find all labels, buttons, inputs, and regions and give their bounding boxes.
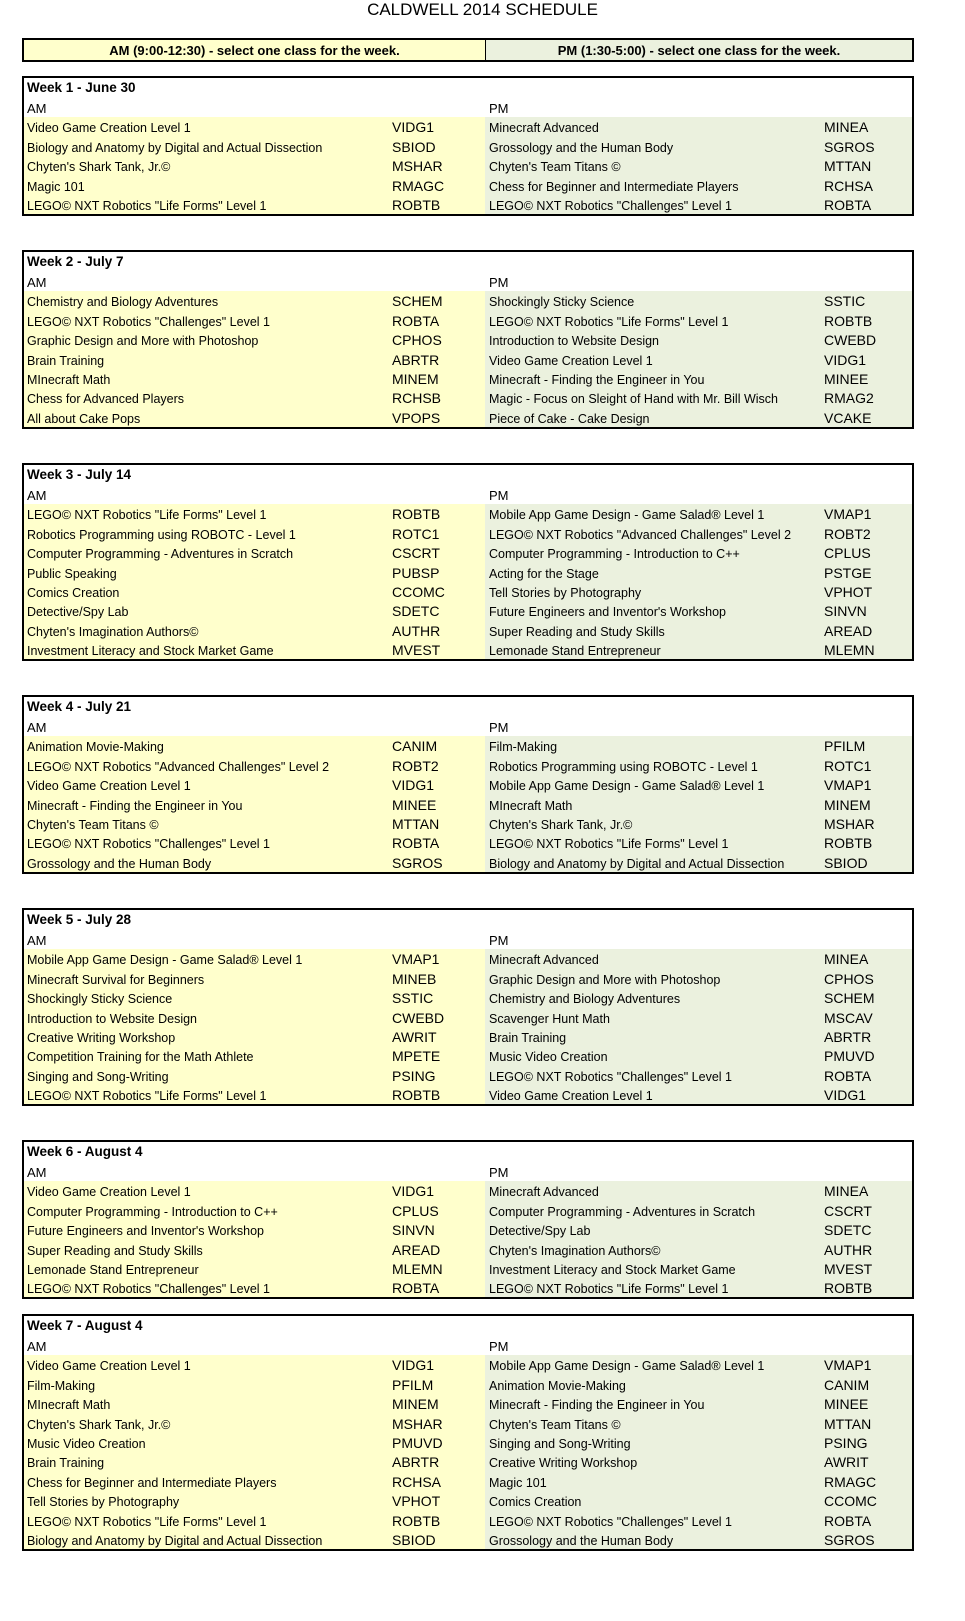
pm-class-name: Creative Writing Workshop xyxy=(485,1452,822,1471)
class-row xyxy=(24,349,912,368)
am-class-name: LEGO© NXT Robotics "Challenges" Level 1 xyxy=(24,833,389,852)
pm-class-code: PFILM xyxy=(822,736,912,755)
class-row xyxy=(24,156,912,175)
session-labels-row xyxy=(24,929,912,949)
am-class-name: LEGO© NXT Robotics "Life Forms" Level 1 xyxy=(24,1510,389,1529)
pm-class-code: VPHOT xyxy=(822,582,912,601)
pm-class-name: Grossology and the Human Body xyxy=(485,136,822,155)
am-class-name: Chyten's Imagination Authors© xyxy=(24,620,389,639)
class-row xyxy=(24,1027,912,1046)
am-class-code: MINEB xyxy=(389,968,485,987)
pm-class-name: LEGO© NXT Robotics "Challenges" Level 1 xyxy=(485,195,822,214)
pm-class-name: Chyten's Shark Tank, Jr.© xyxy=(485,814,822,833)
class-row xyxy=(24,1046,912,1065)
pm-class-name: Magic 101 xyxy=(485,1471,822,1490)
pm-class-code: MINEA xyxy=(822,1181,912,1200)
am-class-name: Tell Stories by Photography xyxy=(24,1491,389,1510)
week-block xyxy=(22,695,914,874)
pm-class-code: SINVN xyxy=(822,601,912,620)
pm-label: PM xyxy=(489,1165,509,1180)
pm-class-code: MVEST xyxy=(822,1259,912,1278)
am-class-code: RMAGC xyxy=(389,175,485,194)
pm-class-code: MINEA xyxy=(822,117,912,136)
am-class-code: AWRIT xyxy=(389,1027,485,1046)
pm-class-code: ROBT2 xyxy=(822,523,912,542)
page-title: CALDWELL 2014 SCHEDULE xyxy=(367,0,598,19)
pm-class-name: Comics Creation xyxy=(485,1491,822,1510)
am-label: AM xyxy=(27,275,47,290)
am-class-name: Detective/Spy Lab xyxy=(24,601,389,620)
class-row xyxy=(24,291,912,310)
pm-class-code: RMAGC xyxy=(822,1471,912,1490)
pm-class-code: SCHEM xyxy=(822,988,912,1007)
class-row xyxy=(24,949,912,968)
am-class-code: RCHSB xyxy=(389,388,485,407)
class-row xyxy=(24,543,912,562)
am-class-code: CANIM xyxy=(389,736,485,755)
pm-class-name: Video Game Creation Level 1 xyxy=(485,1085,822,1104)
pm-class-name: Brain Training xyxy=(485,1027,822,1046)
am-class-name: Comics Creation xyxy=(24,582,389,601)
class-row xyxy=(24,523,912,542)
pm-class-code: CPLUS xyxy=(822,543,912,562)
class-row xyxy=(24,388,912,407)
pm-class-code: PMUVD xyxy=(822,1046,912,1065)
am-class-name: Minecraft Survival for Beginners xyxy=(24,968,389,987)
am-class-name: Music Video Creation xyxy=(24,1433,389,1452)
am-class-code: VPHOT xyxy=(389,1491,485,1510)
pm-class-code: SSTIC xyxy=(822,291,912,310)
pm-class-name: Animation Movie-Making xyxy=(485,1374,822,1393)
pm-class-code: CPHOS xyxy=(822,968,912,987)
pm-class-name: Minecraft Advanced xyxy=(485,949,822,968)
pm-class-name: Investment Literacy and Stock Market Game xyxy=(485,1259,822,1278)
pm-class-name: LEGO© NXT Robotics "Life Forms" Level 1 xyxy=(485,310,822,329)
am-class-name: Magic 101 xyxy=(24,175,389,194)
am-class-name: Future Engineers and Inventor's Workshop xyxy=(24,1220,389,1239)
pm-class-name: Chess for Beginner and Intermediate Players xyxy=(485,175,822,194)
am-class-code: SBIOD xyxy=(389,136,485,155)
session-labels-row xyxy=(24,716,912,736)
am-class-name: Video Game Creation Level 1 xyxy=(24,117,389,136)
session-labels-row xyxy=(24,484,912,504)
am-class-name: Computer Programming - Adventures in Scratch xyxy=(24,543,389,562)
class-row xyxy=(24,1085,912,1104)
am-class-name: Mobile App Game Design - Game Salad® Level 1 xyxy=(24,949,389,968)
class-row xyxy=(24,794,912,813)
pm-label: PM xyxy=(489,275,509,290)
am-class-code: PFILM xyxy=(389,1374,485,1393)
am-class-code: MPETE xyxy=(389,1046,485,1065)
am-class-name: Grossology and the Human Body xyxy=(24,852,389,871)
class-row xyxy=(24,1433,912,1452)
am-class-code: MLEMN xyxy=(389,1259,485,1278)
pm-label: PM xyxy=(489,1339,509,1354)
am-class-name: LEGO© NXT Robotics "Life Forms" Level 1 xyxy=(24,504,389,523)
pm-class-code: AWRIT xyxy=(822,1452,912,1471)
am-class-code: AREAD xyxy=(389,1239,485,1258)
week-block xyxy=(22,76,914,216)
am-class-code: SBIOD xyxy=(389,1530,485,1549)
am-class-code: ROBTA xyxy=(389,1278,485,1297)
pm-class-code: VIDG1 xyxy=(822,1085,912,1104)
am-class-name: Brain Training xyxy=(24,349,389,368)
pm-class-name: Mobile App Game Design - Game Salad® Level 1 xyxy=(485,775,822,794)
pm-class-name: Chyten's Team Titans © xyxy=(485,1413,822,1432)
am-class-code: CCOMC xyxy=(389,582,485,601)
class-row xyxy=(24,1220,912,1239)
pm-class-name: Mobile App Game Design - Game Salad® Level 1 xyxy=(485,504,822,523)
pm-class-name: MInecraft Math xyxy=(485,794,822,813)
week-title: Week 6 - August 4 xyxy=(27,1144,143,1159)
am-label: AM xyxy=(27,1339,47,1354)
session-labels-row xyxy=(24,271,912,291)
am-class-name: Chyten's Team Titans © xyxy=(24,814,389,833)
class-row xyxy=(24,1510,912,1529)
pm-class-name: Graphic Design and More with Photoshop xyxy=(485,968,822,987)
am-class-code: ROTC1 xyxy=(389,523,485,542)
pm-class-name: LEGO© NXT Robotics "Challenges" Level 1 xyxy=(485,1065,822,1084)
am-class-name: Introduction to Website Design xyxy=(24,1007,389,1026)
am-label: AM xyxy=(27,488,47,503)
class-row xyxy=(24,1394,912,1413)
session-labels-row xyxy=(24,1335,912,1355)
week-block xyxy=(22,250,914,429)
am-class-name: Biology and Anatomy by Digital and Actual Dissection xyxy=(24,1530,389,1549)
am-class-name: Graphic Design and More with Photoshop xyxy=(24,330,389,349)
class-row xyxy=(24,117,912,136)
am-class-name: LEGO© NXT Robotics "Challenges" Level 1 xyxy=(24,1278,389,1297)
pm-class-code: VMAP1 xyxy=(822,504,912,523)
pm-class-code: MINEE xyxy=(822,1394,912,1413)
am-class-name: Chemistry and Biology Adventures xyxy=(24,291,389,310)
am-class-name: Chess for Advanced Players xyxy=(24,388,389,407)
class-row xyxy=(24,582,912,601)
am-class-name: Investment Literacy and Stock Market Game xyxy=(24,640,389,659)
pm-class-name: LEGO© NXT Robotics "Life Forms" Level 1 xyxy=(485,1278,822,1297)
class-row xyxy=(24,640,912,659)
pm-class-code: CSCRT xyxy=(822,1200,912,1219)
pm-class-code: VMAP1 xyxy=(822,775,912,794)
am-class-code: RCHSA xyxy=(389,1471,485,1490)
class-row xyxy=(24,136,912,155)
pm-class-code: CWEBD xyxy=(822,330,912,349)
session-labels-row xyxy=(24,97,912,117)
am-class-name: MInecraft Math xyxy=(24,369,389,388)
am-session-header: AM (9:00-12:30) - select one class for the week. xyxy=(24,40,486,60)
am-class-code: PMUVD xyxy=(389,1433,485,1452)
am-class-name: Robotics Programming using ROBOTC - Level 1 xyxy=(24,523,389,542)
session-header xyxy=(22,38,914,62)
am-class-name: Video Game Creation Level 1 xyxy=(24,1355,389,1374)
class-row xyxy=(24,1471,912,1490)
am-class-name: LEGO© NXT Robotics "Challenges" Level 1 xyxy=(24,310,389,329)
class-row xyxy=(24,736,912,755)
week-block xyxy=(22,1140,914,1299)
pm-class-name: Biology and Anatomy by Digital and Actual Dissection xyxy=(485,852,822,871)
am-class-code: CWEBD xyxy=(389,1007,485,1026)
class-row xyxy=(24,620,912,639)
pm-class-name: Grossology and the Human Body xyxy=(485,1530,822,1549)
pm-class-code: ABRTR xyxy=(822,1027,912,1046)
week-title: Week 7 - August 4 xyxy=(27,1318,143,1333)
am-class-name: Animation Movie-Making xyxy=(24,736,389,755)
class-row xyxy=(24,504,912,523)
am-label: AM xyxy=(27,720,47,735)
week-title: Week 4 - July 21 xyxy=(27,699,132,714)
am-class-name: MInecraft Math xyxy=(24,1394,389,1413)
week-title: Week 5 - July 28 xyxy=(27,912,132,927)
pm-class-name: Scavenger Hunt Math xyxy=(485,1007,822,1026)
class-row xyxy=(24,1181,912,1200)
pm-class-code: AREAD xyxy=(822,620,912,639)
pm-class-name: Acting for the Stage xyxy=(485,562,822,581)
class-row xyxy=(24,369,912,388)
pm-class-name: Computer Programming - Adventures in Scratch xyxy=(485,1200,822,1219)
pm-class-name: Chyten's Imagination Authors© xyxy=(485,1239,822,1258)
class-row xyxy=(24,175,912,194)
class-row xyxy=(24,195,912,214)
pm-class-code: MINEE xyxy=(822,369,912,388)
pm-class-code: SBIOD xyxy=(822,852,912,871)
pm-class-code: ROBTA xyxy=(822,1510,912,1529)
pm-class-name: Piece of Cake - Cake Design xyxy=(485,407,822,426)
pm-class-name: Super Reading and Study Skills xyxy=(485,620,822,639)
am-label: AM xyxy=(27,933,47,948)
pm-class-name: Singing and Song-Writing xyxy=(485,1433,822,1452)
am-class-name: Shockingly Sticky Science xyxy=(24,988,389,1007)
pm-class-code: RCHSA xyxy=(822,175,912,194)
class-row xyxy=(24,1491,912,1510)
pm-class-code: VMAP1 xyxy=(822,1355,912,1374)
pm-class-name: Introduction to Website Design xyxy=(485,330,822,349)
pm-class-name: Minecraft - Finding the Engineer in You xyxy=(485,369,822,388)
pm-label: PM xyxy=(489,720,509,735)
am-class-code: PUBSP xyxy=(389,562,485,581)
am-class-code: ROBTB xyxy=(389,504,485,523)
pm-class-name: LEGO© NXT Robotics "Advanced Challenges" Level 2 xyxy=(485,523,822,542)
pm-class-name: Tell Stories by Photography xyxy=(485,582,822,601)
am-class-code: ABRTR xyxy=(389,349,485,368)
class-row xyxy=(24,988,912,1007)
am-class-code: ROBTB xyxy=(389,195,485,214)
pm-class-code: ROBTB xyxy=(822,310,912,329)
am-class-code: VIDG1 xyxy=(389,117,485,136)
class-row xyxy=(24,1355,912,1374)
pm-class-code: ROBTB xyxy=(822,1278,912,1297)
pm-class-code: ROBTA xyxy=(822,1065,912,1084)
pm-class-name: Robotics Programming using ROBOTC - Level 1 xyxy=(485,755,822,774)
am-class-code: SDETC xyxy=(389,601,485,620)
pm-class-name: Music Video Creation xyxy=(485,1046,822,1065)
pm-class-name: Mobile App Game Design - Game Salad® Level 1 xyxy=(485,1355,822,1374)
pm-class-code: RMAG2 xyxy=(822,388,912,407)
am-label: AM xyxy=(27,1165,47,1180)
pm-class-code: MINEM xyxy=(822,794,912,813)
am-label: AM xyxy=(27,101,47,116)
class-row xyxy=(24,601,912,620)
pm-label: PM xyxy=(489,488,509,503)
am-class-code: MVEST xyxy=(389,640,485,659)
pm-class-code: MSCAV xyxy=(822,1007,912,1026)
pm-class-name: Film-Making xyxy=(485,736,822,755)
am-class-name: Biology and Anatomy by Digital and Actual Dissection xyxy=(24,136,389,155)
am-class-code: MINEM xyxy=(389,1394,485,1413)
pm-class-name: Magic - Focus on Sleight of Hand with Mr. Bill Wisch xyxy=(485,388,822,407)
am-class-name: Chess for Beginner and Intermediate Players xyxy=(24,1471,389,1490)
class-row xyxy=(24,330,912,349)
pm-class-code: AUTHR xyxy=(822,1239,912,1258)
am-class-code: CPLUS xyxy=(389,1200,485,1219)
class-row xyxy=(24,833,912,852)
class-row xyxy=(24,1065,912,1084)
week-block xyxy=(22,1314,914,1551)
am-class-code: VMAP1 xyxy=(389,949,485,968)
class-row xyxy=(24,1200,912,1219)
pm-class-code: CCOMC xyxy=(822,1491,912,1510)
class-row xyxy=(24,407,912,426)
am-class-code: ROBTB xyxy=(389,1085,485,1104)
am-class-name: LEGO© NXT Robotics "Advanced Challenges" Level 2 xyxy=(24,755,389,774)
am-class-name: Computer Programming - Introduction to C++ xyxy=(24,1200,389,1219)
pm-class-code: ROBTB xyxy=(822,833,912,852)
pm-class-name: LEGO© NXT Robotics "Life Forms" Level 1 xyxy=(485,833,822,852)
am-class-name: Chyten's Shark Tank, Jr.© xyxy=(24,1413,389,1432)
am-class-name: All about Cake Pops xyxy=(24,407,389,426)
class-row xyxy=(24,968,912,987)
class-row xyxy=(24,852,912,871)
am-class-name: Chyten's Shark Tank, Jr.© xyxy=(24,156,389,175)
am-class-code: SCHEM xyxy=(389,291,485,310)
pm-class-name: Future Engineers and Inventor's Workshop xyxy=(485,601,822,620)
class-row xyxy=(24,1259,912,1278)
am-class-name: Video Game Creation Level 1 xyxy=(24,775,389,794)
pm-class-name: Video Game Creation Level 1 xyxy=(485,349,822,368)
am-class-code: VPOPS xyxy=(389,407,485,426)
pm-class-code: MSHAR xyxy=(822,814,912,833)
pm-class-code: SGROS xyxy=(822,136,912,155)
pm-session-header: PM (1:30-5:00) - select one class for the week. xyxy=(486,40,912,60)
pm-class-code: PSTGE xyxy=(822,562,912,581)
am-class-code: MTTAN xyxy=(389,814,485,833)
pm-class-code: CANIM xyxy=(822,1374,912,1393)
am-class-name: Super Reading and Study Skills xyxy=(24,1239,389,1258)
am-class-name: Film-Making xyxy=(24,1374,389,1393)
pm-class-code: SDETC xyxy=(822,1220,912,1239)
class-row xyxy=(24,814,912,833)
pm-class-code: MTTAN xyxy=(822,156,912,175)
am-class-code: ROBTB xyxy=(389,1510,485,1529)
am-class-code: AUTHR xyxy=(389,620,485,639)
pm-class-code: VIDG1 xyxy=(822,349,912,368)
week-title: Week 3 - July 14 xyxy=(27,467,132,482)
session-labels-row xyxy=(24,1161,912,1181)
class-row xyxy=(24,755,912,774)
pm-class-code: PSING xyxy=(822,1433,912,1452)
pm-class-name: Detective/Spy Lab xyxy=(485,1220,822,1239)
am-class-name: Brain Training xyxy=(24,1452,389,1471)
week-title: Week 2 - July 7 xyxy=(27,254,124,269)
pm-class-code: MLEMN xyxy=(822,640,912,659)
am-class-code: SSTIC xyxy=(389,988,485,1007)
pm-label: PM xyxy=(489,933,509,948)
am-class-code: ROBTA xyxy=(389,833,485,852)
am-class-code: VIDG1 xyxy=(389,1355,485,1374)
am-class-name: Minecraft - Finding the Engineer in You xyxy=(24,794,389,813)
am-class-code: SGROS xyxy=(389,852,485,871)
class-row xyxy=(24,1374,912,1393)
am-class-code: MINEE xyxy=(389,794,485,813)
am-class-code: CPHOS xyxy=(389,330,485,349)
class-row xyxy=(24,1239,912,1258)
pm-class-code: MINEA xyxy=(822,949,912,968)
pm-class-name: LEGO© NXT Robotics "Challenges" Level 1 xyxy=(485,1510,822,1529)
am-class-name: LEGO© NXT Robotics "Life Forms" Level 1 xyxy=(24,1085,389,1104)
pm-class-code: MTTAN xyxy=(822,1413,912,1432)
pm-class-name: Shockingly Sticky Science xyxy=(485,291,822,310)
am-class-code: MINEM xyxy=(389,369,485,388)
pm-class-name: Computer Programming - Introduction to C++ xyxy=(485,543,822,562)
pm-class-name: Minecraft - Finding the Engineer in You xyxy=(485,1394,822,1413)
am-class-code: VIDG1 xyxy=(389,775,485,794)
week-block xyxy=(22,908,914,1106)
am-class-name: Singing and Song-Writing xyxy=(24,1065,389,1084)
class-row xyxy=(24,310,912,329)
am-class-code: ROBTA xyxy=(389,310,485,329)
am-class-name: Competition Training for the Math Athlete xyxy=(24,1046,389,1065)
am-class-name: Public Speaking xyxy=(24,562,389,581)
am-class-name: Lemonade Stand Entrepreneur xyxy=(24,1259,389,1278)
am-class-code: MSHAR xyxy=(389,1413,485,1432)
am-class-code: SINVN xyxy=(389,1220,485,1239)
pm-class-code: ROBTA xyxy=(822,195,912,214)
pm-label: PM xyxy=(489,101,509,116)
class-row xyxy=(24,1007,912,1026)
pm-class-name: Chemistry and Biology Adventures xyxy=(485,988,822,1007)
pm-class-code: ROTC1 xyxy=(822,755,912,774)
pm-class-name: Chyten's Team Titans © xyxy=(485,156,822,175)
class-row xyxy=(24,1530,912,1549)
class-row xyxy=(24,562,912,581)
pm-class-name: Minecraft Advanced xyxy=(485,1181,822,1200)
am-class-code: ROBT2 xyxy=(389,755,485,774)
class-row xyxy=(24,1278,912,1297)
pm-class-code: SGROS xyxy=(822,1530,912,1549)
am-class-name: LEGO© NXT Robotics "Life Forms" Level 1 xyxy=(24,195,389,214)
class-row xyxy=(24,1452,912,1471)
pm-class-code: VCAKE xyxy=(822,407,912,426)
am-class-code: MSHAR xyxy=(389,156,485,175)
am-class-name: Creative Writing Workshop xyxy=(24,1027,389,1046)
week-block xyxy=(22,463,914,661)
am-class-code: PSING xyxy=(389,1065,485,1084)
pm-class-name: Minecraft Advanced xyxy=(485,117,822,136)
am-class-code: VIDG1 xyxy=(389,1181,485,1200)
pm-class-name: Lemonade Stand Entrepreneur xyxy=(485,640,822,659)
class-row xyxy=(24,775,912,794)
am-class-code: CSCRT xyxy=(389,543,485,562)
am-class-name: Video Game Creation Level 1 xyxy=(24,1181,389,1200)
week-title: Week 1 - June 30 xyxy=(27,80,136,95)
am-class-code: ABRTR xyxy=(389,1452,485,1471)
class-row xyxy=(24,1413,912,1432)
